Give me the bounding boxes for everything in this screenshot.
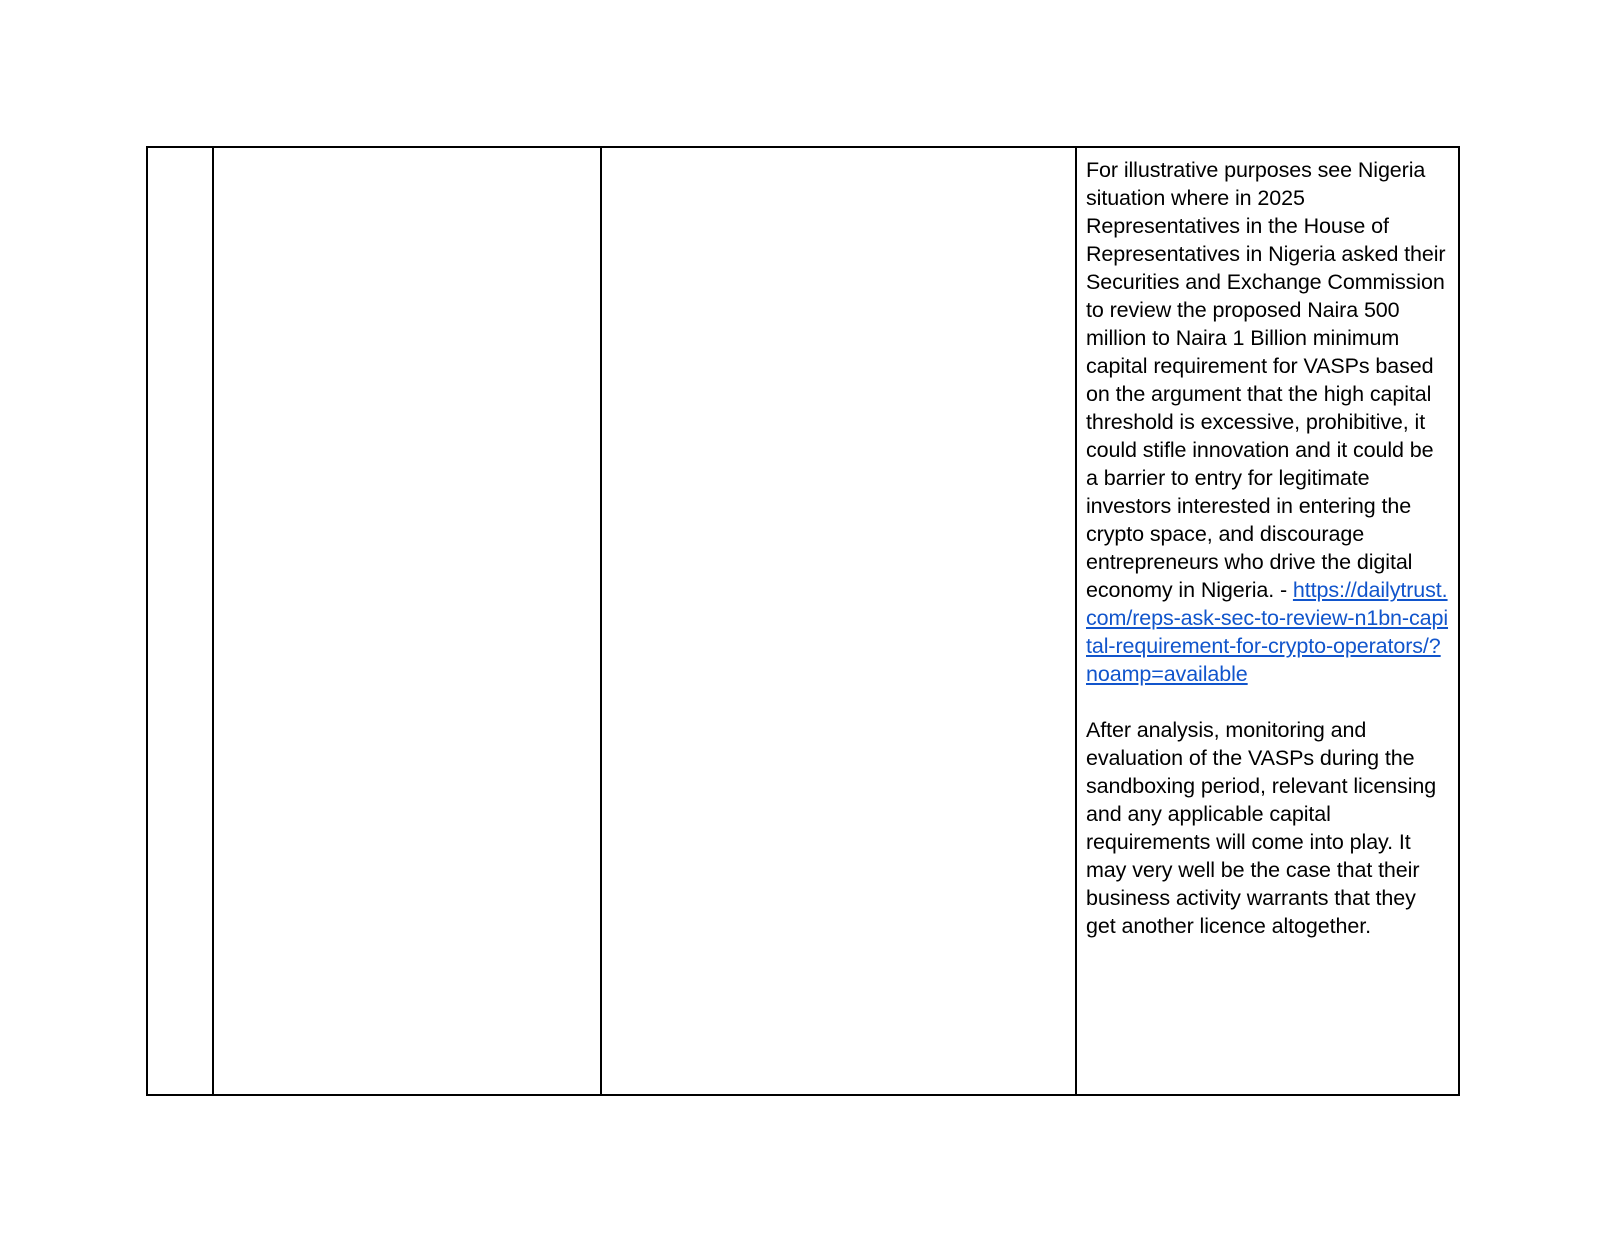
paragraph-nigeria-example-text: For illustrative purposes see Nigeria situation where in 2025 Representatives in the House of Representatives in Nigeria asked their Securities and Exchange Commission to review the proposed Naira 500 million to Naira 1 Billion minimum capital requirement for VASPs based on the argument that the high capital threshold is excessive, prohibitive, it could stifle innovation and it could be a barrier to entry for legitimate investors interested in entering the crypto space, and discourage entrepreneurs who drive the digital economy in Nigeria. - [1086,158,1446,602]
paragraph-nigeria-example [1086,156,1450,688]
dailytrust-link[interactable]: https://dailytrust.com/reps-ask-sec-to-review-n1bn-capital-requirement-for-crypto-operators/?noamp=available [1086,578,1449,686]
paragraph-sandbox-analysis: After analysis, monitoring and evaluation of the VASPs during the sandboxing period, relevant licensing and any applicable capital requirements will come into play. It may very well be the case that their business activity warrants that they get another licence altogether. [1086,718,1437,938]
table-cell-4 [1077,148,1458,1094]
table-cell-2 [214,148,602,1094]
document-table [146,146,1460,1096]
table-cell-3 [602,148,1077,1094]
table-cell-1 [148,148,214,1094]
